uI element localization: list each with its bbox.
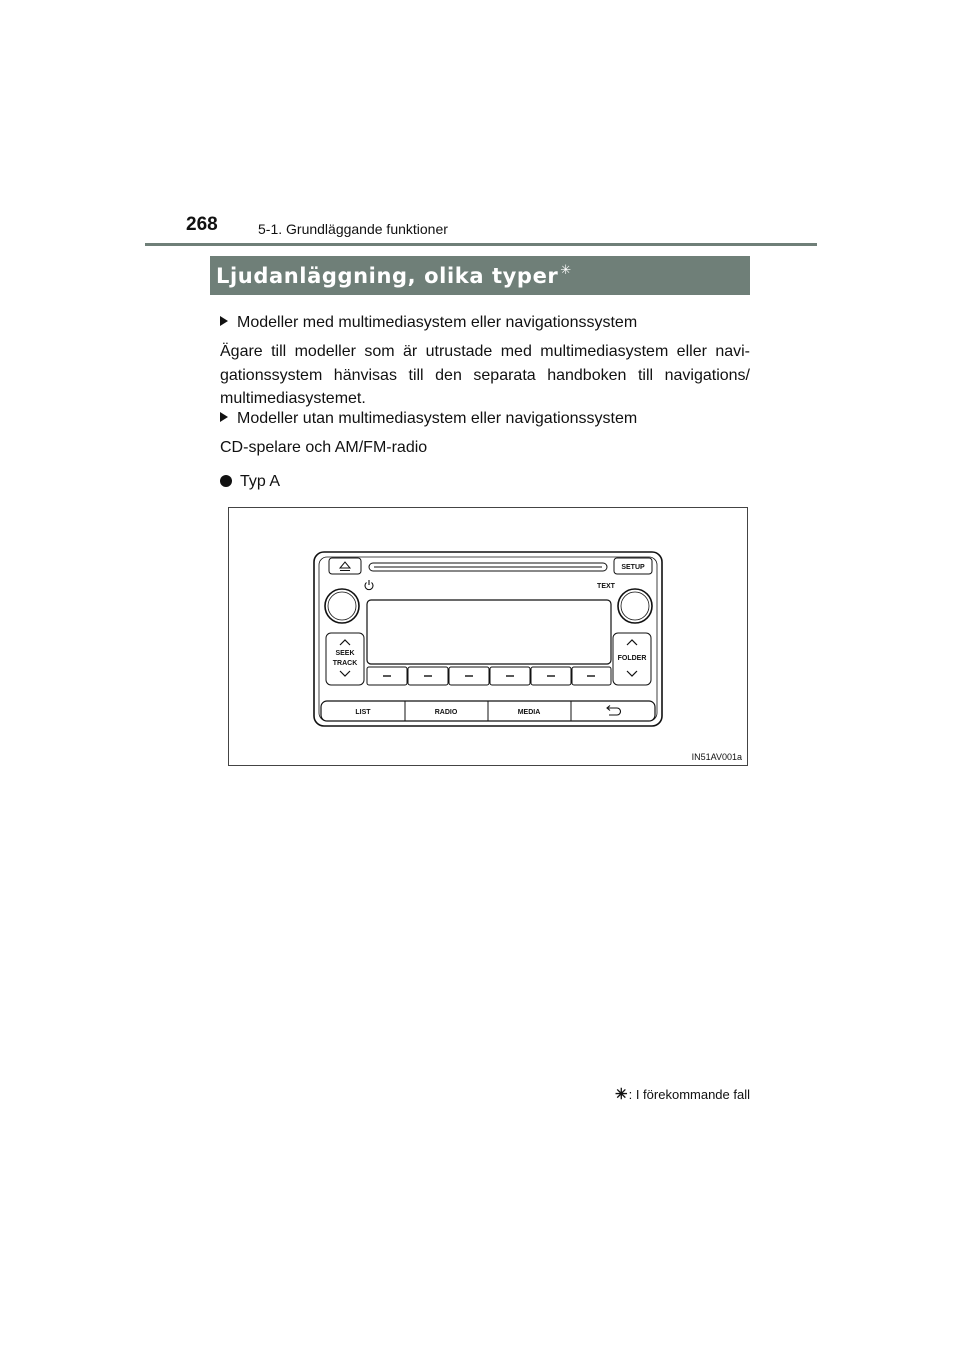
page-number: 268 bbox=[186, 214, 218, 235]
eject-button bbox=[329, 558, 361, 574]
track-label: TRACK bbox=[332, 660, 358, 667]
footnote bbox=[615, 1085, 750, 1103]
arrow-item-1-text: Modeller med multimediasystem eller navigationssystem bbox=[237, 314, 638, 331]
asterisk-marker: ✳ bbox=[615, 1086, 628, 1103]
audio-unit-illustration bbox=[229, 508, 747, 765]
bullet-item-1 bbox=[220, 470, 280, 494]
arrow-icon bbox=[220, 412, 228, 422]
arrow-item-2-text: Modeller utan multimediasystem eller navigationssystem bbox=[237, 410, 638, 427]
preset-buttons bbox=[367, 667, 611, 685]
arrow-item-2 bbox=[220, 407, 750, 431]
folder-label: FOLDER bbox=[617, 655, 647, 662]
paragraph-2: CD-spelare och AM/FM-radio bbox=[220, 439, 428, 456]
section-title-bar bbox=[210, 256, 750, 295]
tune-select-knob bbox=[618, 589, 652, 623]
footnote-text: : I förekommande fall bbox=[628, 1087, 750, 1102]
section-title bbox=[216, 263, 572, 288]
figure-frame bbox=[228, 507, 748, 766]
asterisk-marker: ✳ bbox=[560, 263, 572, 278]
bullet-icon bbox=[220, 475, 232, 487]
display-screen bbox=[367, 600, 611, 664]
paragraph-1: Ägare till modeller som är utrustade med multimediasystem eller navigationssystem hänvisas till den separata handboken till navigations/ multimediasystemet. bbox=[220, 343, 750, 407]
bullet-item-1-text: Typ A bbox=[240, 473, 281, 490]
arrow-item-1 bbox=[220, 311, 750, 335]
list-label: LIST bbox=[355, 709, 371, 716]
running-header: 5-1. Grundläggande funktioner bbox=[258, 221, 448, 237]
seek-label: SEEK bbox=[335, 650, 355, 657]
section-title-text: Ljudanläggning, olika typer bbox=[216, 264, 559, 288]
media-label: MEDIA bbox=[517, 709, 541, 716]
radio-label: RADIO bbox=[434, 709, 458, 716]
power-volume-knob bbox=[325, 589, 359, 623]
text-label: TEXT bbox=[597, 583, 615, 590]
header-rule bbox=[145, 243, 817, 246]
setup-label: SETUP bbox=[621, 564, 645, 571]
arrow-icon bbox=[220, 316, 228, 326]
figure-id: IN51AV001a bbox=[691, 752, 742, 762]
